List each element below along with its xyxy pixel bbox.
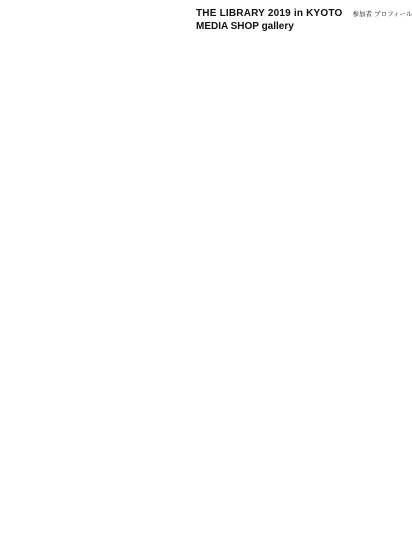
- page-header: [196, 8, 412, 32]
- profile-list: [18, 40, 384, 540]
- header-title-row: [196, 8, 412, 19]
- event-title: THE LIBRARY 2019 in KYOTO: [196, 8, 343, 19]
- page-subtitle: 参加者 プロフィール: [352, 10, 412, 18]
- gallery-name: MEDIA SHOP gallery: [196, 21, 294, 32]
